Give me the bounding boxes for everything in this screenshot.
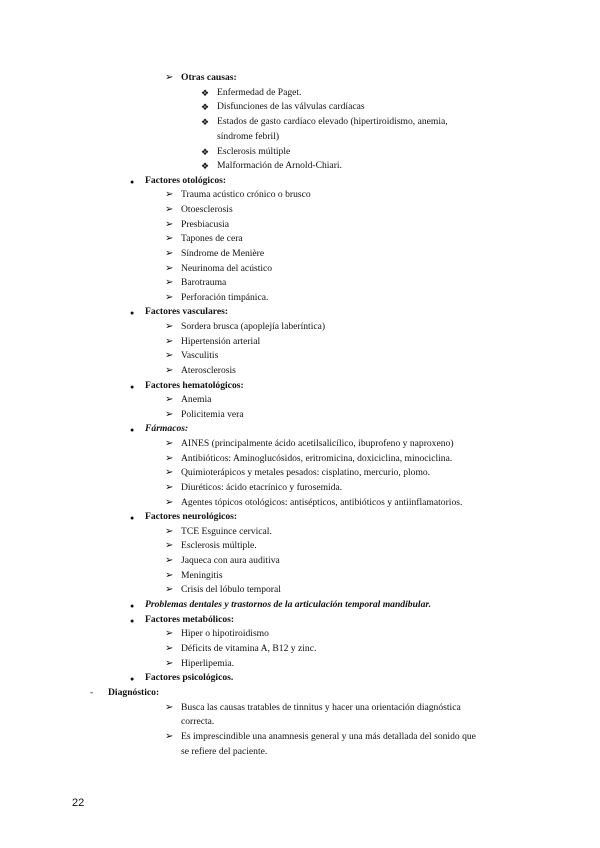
list-item-continuation: síndrome febril) [217,131,280,142]
list-item: ➢ Policitemia vera [165,409,244,420]
list-item: ➢ Otoesclerosis [165,204,233,215]
arrow-icon: ➢ [165,482,174,493]
arrow-icon: ➢ [165,248,174,259]
arrow-icon: ➢ [165,628,174,639]
arrow-icon: ➢ [165,497,174,508]
heading-otras-causas: ➢ Otras causas: [165,72,237,83]
arrow-icon: ➢ [165,233,174,244]
heading-factores-neurologicos: ● Factores neurológicos: [130,511,238,522]
arrow-icon: ➢ [165,394,174,405]
list-item: ➢ Busca las causas tratables de tinnitus y hacer una orientación diagnóstica [165,702,461,713]
arrow-icon: ➢ [165,526,174,537]
list-item: ➢ Perforación timpánica. [165,292,269,303]
list-item: ➢ AINES (principalmente ácido acetilsalicílico, ibuprofeno y naproxeno) [165,438,454,449]
list-item: ➢ Es imprescindible una anamnesis general y una más detallada del sonido que [165,731,476,742]
arrow-icon: ➢ [165,409,174,420]
diamond-icon: ❖ [201,161,210,171]
list-item: ➢ Esclerosis múltiple. [165,540,257,551]
arrow-icon: ➢ [165,336,174,347]
heading-factores-otologicos: ● Factores otológicos: [130,175,227,186]
arrow-icon: ➢ [165,277,174,288]
arrow-icon: ➢ [165,292,174,303]
arrow-icon: ➢ [165,702,174,713]
list-item: ❖ Disfunciones de las válvulas cardíacas [201,101,365,112]
arrow-icon: ➢ [165,350,174,361]
list-item: ❖ Estados de gasto cardíaco elevado (hipertiroidismo, anemia, [201,116,448,127]
arrow-icon: ➢ [165,263,174,274]
arrow-icon: ➢ [165,438,174,449]
list-item: ➢ Hiper o hipotiroidismo [165,628,269,639]
diamond-icon: ❖ [201,102,210,112]
bullet-icon: ● [130,514,135,522]
arrow-icon: ➢ [165,189,174,200]
arrow-icon: ➢ [165,540,174,551]
list-item: ➢ TCE Esguince cervical. [165,526,272,537]
diamond-icon: ❖ [201,147,210,157]
list-item: ➢ Vasculitis [165,350,219,361]
list-item: ❖ Enfermedad de Paget. [201,87,302,98]
list-item: ➢ Trauma acústico crónico o brusco [165,189,311,200]
list-item: ➢ Antibióticos: Aminoglucósidos, eritromicina, doxiciclina, minociclina. [165,453,453,464]
dash-icon: - [90,687,94,698]
arrow-icon: ➢ [165,584,174,595]
list-item: ➢ Crisis del lóbulo temporal [165,584,281,595]
arrow-icon: ➢ [165,643,174,654]
list-item: ➢ Hiperlipemia. [165,658,235,669]
arrow-icon: ➢ [165,467,174,478]
arrow-icon: ➢ [165,731,174,742]
heading-factores-hematologicos: ● Factores hematológicos: [130,380,244,391]
arrow-icon: ➢ [165,570,174,581]
page-number: 22 [72,797,85,809]
list-item: ➢ Agentes tópicos otológicos: antisépticos, antibióticos y antiinflamatorios. [165,497,463,508]
list-item: ➢ Tapones de cera [165,233,243,244]
arrow-icon: ➢ [165,365,174,376]
list-item-continuation: se refiere del paciente. [181,746,268,757]
heading-factores-metabolicos: ● Factores metabólicos: [130,614,235,625]
list-item: ➢ Jaqueca con aura auditiva [165,555,280,566]
list-item: ➢ Sordera brusca (apoplejía laberíntica) [165,321,326,332]
list-item: ❖ Malformación de Arnold-Chiari. [201,160,342,171]
arrow-icon: ➢ [165,72,174,83]
bullet-icon: ● [130,426,135,434]
list-item: ➢ Síndrome de Menière [165,248,265,259]
list-item: ➢ Hipertensión arterial [165,336,261,347]
bullet-icon: ● [130,675,135,683]
list-item: ➢ Quimioterápicos y metales pesados: cisplatino, mercurio, plomo. [165,467,431,478]
list-item: ➢ Presbiacusia [165,219,229,230]
heading-factores-vasculares: ● Factores vasculares: [130,306,229,317]
arrow-icon: ➢ [165,658,174,669]
list-item: ➢ Diuréticos: ácido etacrínico y furosemida. [165,482,343,493]
bullet-icon: ● [130,309,135,317]
list-item-continuation: correcta. [181,716,215,727]
bullet-icon: ● [130,178,135,186]
list-item: ➢ Anemia [165,394,212,405]
arrow-icon: ➢ [165,321,174,332]
bullet-icon: ● [130,617,135,625]
arrow-icon: ➢ [165,204,174,215]
list-item: ❖ Esclerosis múltiple [201,146,291,157]
diamond-icon: ❖ [201,88,210,98]
bullet-icon: ● [130,383,135,391]
arrow-icon: ➢ [165,555,174,566]
heading-diagnostico: - Diagnóstico: [90,687,160,698]
bullet-icon: ● [130,602,135,610]
arrow-icon: ➢ [165,219,174,230]
arrow-icon: ➢ [165,453,174,464]
heading-farmacos: ● Fármacos: [130,423,189,434]
list-item: ➢ Aterosclerosis [165,365,236,376]
list-item: ➢ Neurinoma del acústico [165,263,273,274]
heading-problemas-dentales: ● Problemas dentales y trastornos de la articulación temporal mandibular. [130,599,431,610]
list-item: ➢ Meningitis [165,570,223,581]
heading-factores-psicologicos: ● Factores psicológicos. [130,672,234,683]
diamond-icon: ❖ [201,117,210,127]
list-item: ➢ Déficits de vitamina A, B12 y zinc. [165,643,317,654]
list-item: ➢ Barotrauma [165,277,227,288]
